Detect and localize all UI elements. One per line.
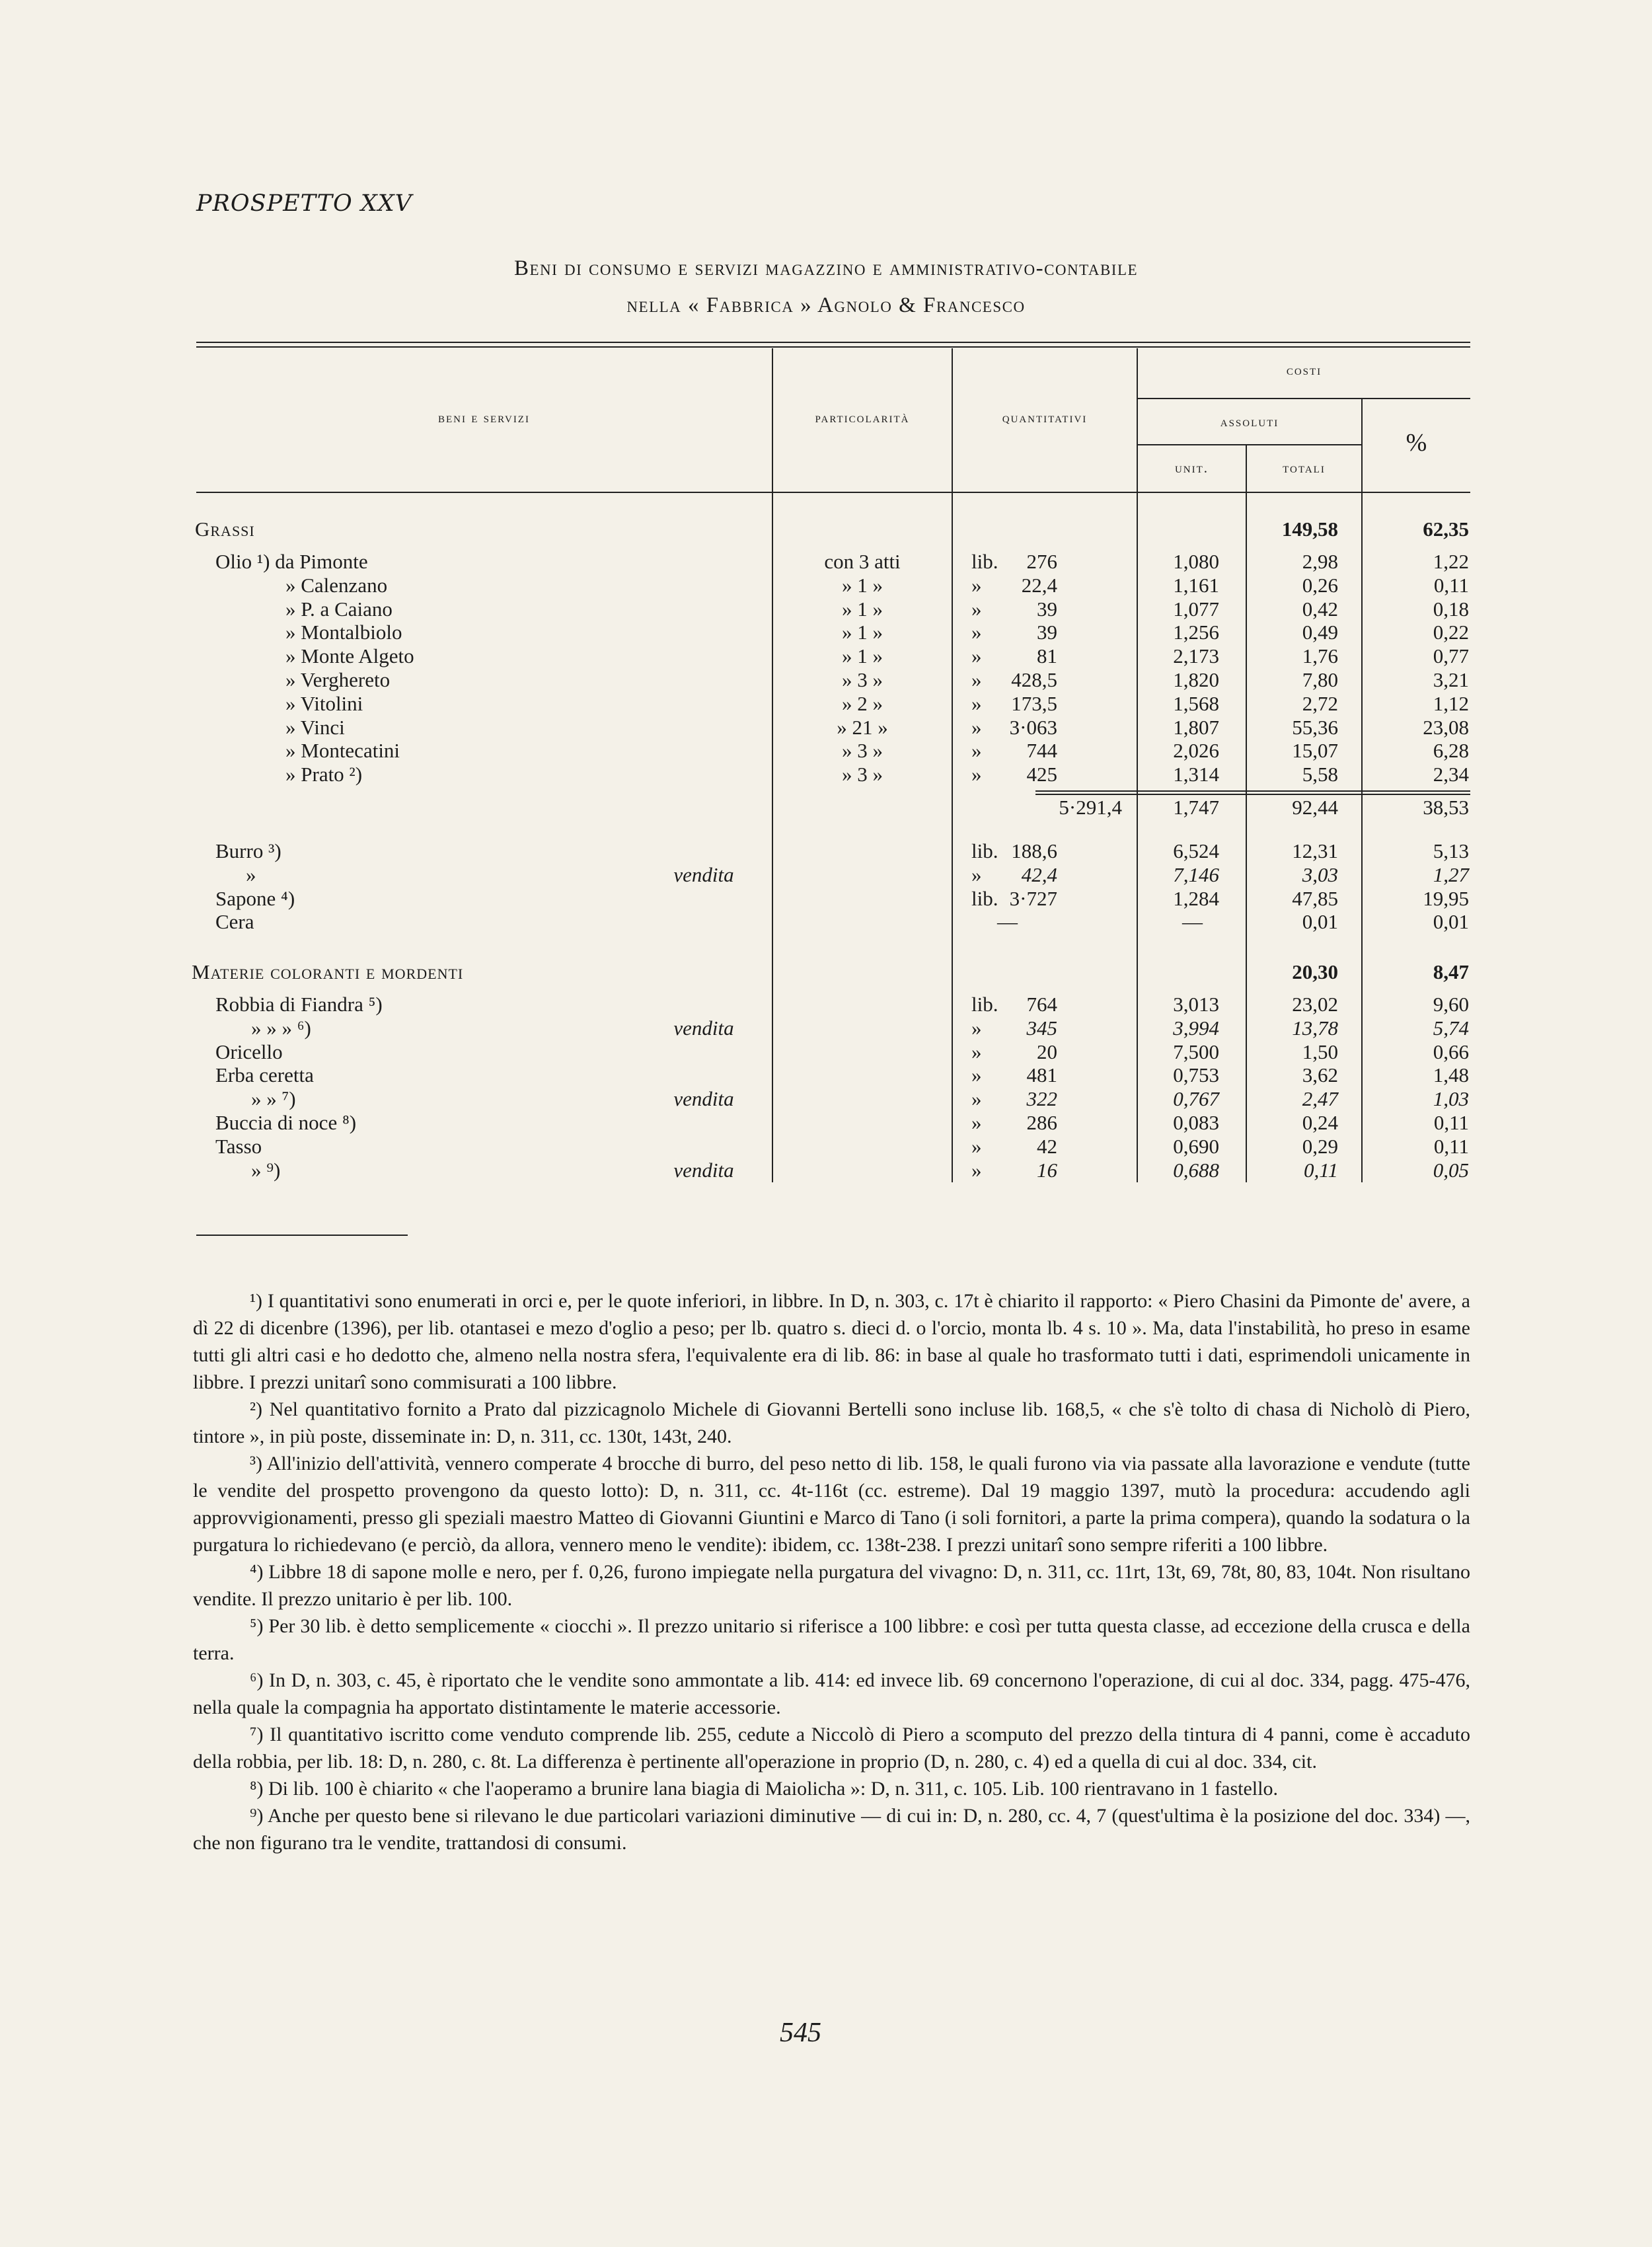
olio-totale-q: 5·291,4 xyxy=(1059,796,1122,819)
row-quantita: 286 xyxy=(1026,1111,1057,1134)
row-unit-measure: » xyxy=(971,1158,982,1182)
row-costo-totale: 2,72 xyxy=(1302,691,1338,715)
row-costo-totale: 7,80 xyxy=(1302,668,1338,691)
row-name: » Montalbiolo xyxy=(285,621,402,644)
row-particolarita: » 3 » xyxy=(842,668,883,691)
row-percent: 2,34 xyxy=(1433,763,1469,786)
olio-totale-tot: 92,44 xyxy=(1292,796,1338,819)
row-name: » ⁹) xyxy=(251,1158,281,1182)
row-percent: 5,74 xyxy=(1433,1016,1469,1040)
row-unit-measure: lib. xyxy=(971,886,998,910)
row-unit-measure: » xyxy=(971,668,982,691)
footnote: ²) Nel quantitativo fornito a Prato dal pizzicagnolo Michele di Giovanni Bertelli sono incluse lib. 168,5, « che s'è tolto di chasa di Nicholò di Piero, tintore », in più poste, disseminate in: D, n. 311, cc. 130t, 143t, 240. xyxy=(193,1398,1470,1447)
page-number: 545 xyxy=(780,2018,821,2048)
row-name: » Prato ²) xyxy=(285,763,363,786)
row-name: » Vinci xyxy=(285,715,345,739)
header-quantitativi: quantitativi xyxy=(1002,410,1088,426)
row-costo-unitario: 7,500 xyxy=(1173,1040,1219,1063)
header-costi: costi xyxy=(1286,362,1322,378)
materie-percent: 8,47 xyxy=(1433,960,1469,983)
row-particolarita: vendita xyxy=(673,1016,734,1040)
olio-subtotal-rule-2 xyxy=(1035,794,1470,795)
row-percent: 0,18 xyxy=(1433,597,1469,621)
row-unit-measure: lib. xyxy=(971,839,998,862)
row-percent: 3,21 xyxy=(1433,668,1469,691)
grassi-totale: 149,58 xyxy=(1281,517,1338,541)
row-costo-totale: 3,62 xyxy=(1302,1063,1338,1087)
row-unit-measure: » xyxy=(971,739,982,763)
row-percent: 0,22 xyxy=(1433,621,1469,644)
row-name: Erba ceretta xyxy=(215,1063,314,1087)
row-unit-measure: » xyxy=(971,1087,982,1111)
row-particolarita: » 21 » xyxy=(837,715,888,739)
row-quantita: 20 xyxy=(1037,1040,1057,1063)
row-name: » Calenzano xyxy=(285,573,388,597)
footnotes xyxy=(193,1287,1470,1856)
table-title xyxy=(198,250,1454,324)
header-beni: beni e servizi xyxy=(438,410,530,426)
row-unit-measure: » xyxy=(971,1134,982,1158)
row-quantita: 276 xyxy=(1026,550,1057,573)
row-costo-totale: 23,02 xyxy=(1292,993,1338,1016)
row-quantita: 322 xyxy=(1026,1087,1057,1111)
row-quantita: 481 xyxy=(1026,1063,1057,1087)
row-percent: 1,12 xyxy=(1433,691,1469,715)
row-name: » » » ⁶) xyxy=(251,1016,311,1040)
olio-totale-unit: 1,747 xyxy=(1173,796,1219,819)
row-costo-unitario: 1,568 xyxy=(1173,691,1219,715)
row-unit-measure: » xyxy=(971,691,982,715)
title-line-1: Beni di consumo e servizi magazzino e amministrativo-contabile xyxy=(513,256,1139,280)
row-quantita: 764 xyxy=(1026,993,1057,1016)
row-costo-unitario: 0,688 xyxy=(1173,1158,1219,1182)
row-costo-unitario: 3,994 xyxy=(1173,1016,1219,1040)
row-costo-unitario: 1,807 xyxy=(1173,715,1219,739)
olio-totale-pct: 38,53 xyxy=(1423,796,1469,819)
row-quantita: 744 xyxy=(1026,739,1057,763)
row-particolarita: » 1 » xyxy=(842,573,883,597)
row-quantita: 173,5 xyxy=(1011,691,1057,715)
row-name: » Monte Algeto xyxy=(285,644,414,668)
row-particolarita: con 3 atti xyxy=(824,550,901,573)
row-percent: 6,28 xyxy=(1433,739,1469,763)
row-costo-unitario: 1,080 xyxy=(1173,550,1219,573)
olio-subtotal-rule xyxy=(1035,790,1470,792)
row-particolarita: » 3 » xyxy=(842,763,883,786)
row-costo-totale: 0,49 xyxy=(1302,621,1338,644)
row-particolarita: » 3 » xyxy=(842,739,883,763)
row-percent: 0,11 xyxy=(1433,573,1469,597)
header-unit: unit. xyxy=(1174,460,1209,476)
row-name: » » ⁷) xyxy=(251,1087,296,1111)
row-particolarita: » 2 » xyxy=(842,691,883,715)
row-costo-unitario: 3,013 xyxy=(1173,993,1219,1016)
row-unit-measure: » xyxy=(971,573,982,597)
row-costo-totale: 15,07 xyxy=(1292,739,1338,763)
row-name: Oricello xyxy=(215,1040,283,1063)
row-unit-measure: » xyxy=(971,763,982,786)
footer-rule xyxy=(196,1235,408,1236)
category-grassi: Grassi xyxy=(195,517,255,541)
row-costo-totale: 47,85 xyxy=(1292,886,1338,910)
row-costo-unitario: 1,256 xyxy=(1173,621,1219,644)
row-unit-measure: lib. xyxy=(971,993,998,1016)
row-costo-totale: 12,31 xyxy=(1292,839,1338,862)
row-costo-unitario: 0,690 xyxy=(1173,1134,1219,1158)
row-costo-totale: 2,47 xyxy=(1302,1087,1338,1111)
row-quantita: 3·727 xyxy=(1009,886,1057,910)
costi-rule xyxy=(1137,398,1470,399)
row-name: Cera xyxy=(215,910,254,934)
row-quantita: 42 xyxy=(1037,1134,1057,1158)
row-quantita: 428,5 xyxy=(1011,668,1057,691)
header-assoluti: assoluti xyxy=(1220,414,1279,430)
row-name: » Verghereto xyxy=(285,668,391,691)
row-costo-unitario: 0,753 xyxy=(1173,1063,1219,1087)
row-quantita: 42,4 xyxy=(1021,862,1057,886)
row-costo-totale: 13,78 xyxy=(1292,1016,1338,1040)
table-top-rule xyxy=(196,342,1470,343)
footnote: ¹) I quantitativi sono enumerati in orci e, per le quote inferiori, in libbre. In D, n. 303, c. 17t è chiarito il rapporto: « Piero Chasini da Pimonte de' avere, a dì 22 di dicenbre (1396), per lib. otantasei e mezo d'oglio a peso; per lb. quatro s. dieci d. o l'orcio, monta lb. 4 s. 10 ». Ma, data l'instabilità, ho preso in esame tutti gli altri casi e ho dedotto che, almeno nella nostra sfera, l'equivalente era di lib. 86: in base al quale ho trasformato tutti i dati, esprimendoli unicamente in libbre. I prezzi unitarî sono commisurati a 100 libbre. xyxy=(193,1290,1470,1393)
row-costo-totale: 55,36 xyxy=(1292,715,1338,739)
row-costo-unitario: 2,026 xyxy=(1173,739,1219,763)
row-costo-totale: 2,98 xyxy=(1302,550,1338,573)
row-percent: 0,66 xyxy=(1433,1040,1469,1063)
row-costo-unitario: 6,524 xyxy=(1173,839,1219,862)
row-name: » xyxy=(246,862,256,886)
row-percent: 19,95 xyxy=(1423,886,1469,910)
row-name: Tasso xyxy=(215,1134,262,1158)
row-name: Buccia di noce ⁸) xyxy=(215,1111,357,1134)
row-costo-unitario: 2,173 xyxy=(1173,644,1219,668)
footnote: ⁶) In D, n. 303, c. 45, è riportato che le vendite sono ammontate a lib. 414: ed invece lib. 69 concernono l'operazione, di cui al doc. 334, pagg. 475-476, nella quale la compagnia ha apportato distintamente le materie accessorie. xyxy=(193,1669,1470,1718)
row-particolarita: » 1 » xyxy=(842,597,883,621)
row-quantita: 425 xyxy=(1026,763,1057,786)
row-unit-measure: » xyxy=(971,862,982,886)
row-unit-measure: » xyxy=(971,1063,982,1087)
materie-totale: 20,30 xyxy=(1292,960,1338,983)
row-costo-unitario: 1,161 xyxy=(1173,573,1219,597)
row-unit-measure: » xyxy=(971,644,982,668)
row-costo-unitario: 1,077 xyxy=(1173,597,1219,621)
row-particolarita: » 1 » xyxy=(842,644,883,668)
row-costo-totale: 5,58 xyxy=(1302,763,1338,786)
row-name: » Montecatini xyxy=(285,739,400,763)
row-name: Sapone ⁴) xyxy=(215,886,295,910)
header-particolarita: particolarità xyxy=(815,410,910,426)
col-rule-2 xyxy=(952,348,953,1182)
assoluti-rule xyxy=(1137,444,1361,445)
row-unit-measure: » xyxy=(971,1111,982,1134)
footnote: ⁸) Di lib. 100 è chiarito « che l'aoperamo a brunire lana biagia di Maiolicha »: D, n. 311, c. 105. Lib. 100 rientravano in 1 fastello. xyxy=(250,1778,1278,1800)
grassi-percent: 62,35 xyxy=(1423,517,1469,541)
row-costo-totale: 3,03 xyxy=(1302,862,1338,886)
row-particolarita: vendita xyxy=(673,1087,734,1111)
row-percent: 1,48 xyxy=(1433,1063,1469,1087)
row-costo-unitario: 0,767 xyxy=(1173,1087,1219,1111)
row-percent: 1,03 xyxy=(1433,1087,1469,1111)
row-costo-totale: 0,01 xyxy=(1302,910,1338,934)
row-quantita: 39 xyxy=(1037,621,1057,644)
row-costo-unitario: 7,146 xyxy=(1173,862,1219,886)
row-unit-measure: » xyxy=(971,597,982,621)
row-costo-totale: 1,76 xyxy=(1302,644,1338,668)
row-percent: 0,11 xyxy=(1433,1111,1469,1134)
row-unit-measure: » xyxy=(971,1016,982,1040)
row-quantita: 81 xyxy=(1037,644,1057,668)
row-unit-measure: lib. xyxy=(971,550,998,573)
row-costo-unitario: 1,314 xyxy=(1173,763,1219,786)
row-name: » P. a Caiano xyxy=(285,597,393,621)
footnote: ⁵) Per 30 lib. è detto semplicemente « ciocchi ». Il prezzo unitario si riferisce a 100 libbre: e così per tutta questa classe, ad eccezione della crusca e della terra. xyxy=(193,1615,1470,1664)
row-percent: 0,01 xyxy=(1433,910,1469,934)
row-particolarita: vendita xyxy=(673,1158,734,1182)
row-costo-unitario: 1,284 xyxy=(1173,886,1219,910)
row-percent: 9,60 xyxy=(1433,993,1469,1016)
row-quantita: 3·063 xyxy=(1009,715,1057,739)
row-name: Burro ³) xyxy=(215,839,282,862)
row-percent: 23,08 xyxy=(1423,715,1469,739)
row-name: Robbia di Fiandra ⁵) xyxy=(215,993,383,1016)
row-quantita: — xyxy=(997,910,1018,934)
table-top-rule-2 xyxy=(196,346,1470,348)
row-name: Olio ¹) da Pimonte xyxy=(215,550,368,573)
footnote: ⁴) Libbre 18 di sapone molle e nero, per f. 0,26, furono impiegate nella purgatura del vivagno: D, n. 311, cc. 11rt, 13t, 69, 78t, 80, 83, 104t. Non risultano vendite. Il prezzo unitario è per lib. 100. xyxy=(193,1561,1470,1610)
row-costo-totale: 1,50 xyxy=(1302,1040,1338,1063)
row-particolarita: vendita xyxy=(673,862,734,886)
category-materie: Materie coloranti e mordenti xyxy=(192,960,464,983)
row-quantita: 16 xyxy=(1037,1158,1057,1182)
row-percent: 0,11 xyxy=(1433,1134,1469,1158)
row-costo-totale: 0,11 xyxy=(1304,1158,1338,1182)
footnote: ³) All'inizio dell'attività, vennero comperate 4 brocche di burro, del peso netto di lib. 158, le quali furono via via passate alla lavorazione e vendute (tutte le vendite del prospetto provengono da questo lotto): D, n. 311, cc. 4t-116t (cc. estreme). Dal 19 maggio 1397, mutò la procedura: accudendo agli approvvigionamenti, presso gli speziali maestro Matteo di Giovanni Giuntini e Marco di Tano (i soli fornitori, a parte la prima compera), quando la sodatura o la purgatura lo richiedevano (e perciò, da allora, vennero meno le vendite): ibidem, cc. 138t-238. I prezzi unitarî sono sempre riferiti a 100 libbre. xyxy=(193,1453,1470,1556)
row-percent: 5,13 xyxy=(1433,839,1469,862)
row-costo-totale: 0,29 xyxy=(1302,1134,1338,1158)
row-costo-totale: 0,26 xyxy=(1302,573,1338,597)
row-costo-unitario: — xyxy=(1182,910,1203,934)
footnote: ⁷) Il quantitativo iscritto come venduto comprende lib. 255, cedute a Niccolò di Piero a scomputo del prezzo della tintura di 4 panni, come è accaduto della robbia, per lib. 18: D, n. 280, c. 8t. La differenza è pertinente all'operazione in proprio (D, n. 280, c. 4) ed a quella di cui al doc. 334, cit. xyxy=(193,1724,1470,1772)
row-quantita: 345 xyxy=(1026,1016,1057,1040)
row-unit-measure: » xyxy=(971,715,982,739)
row-percent: 0,05 xyxy=(1433,1158,1469,1182)
row-percent: 1,22 xyxy=(1433,550,1469,573)
row-name: » Vitolini xyxy=(285,691,363,715)
row-quantita: 22,4 xyxy=(1021,573,1057,597)
row-quantita: 39 xyxy=(1037,597,1057,621)
section-label: PROSPETTO XXV xyxy=(196,190,412,217)
row-particolarita: » 1 » xyxy=(842,621,883,644)
title-line-2: nella « Fabbrica » Agnolo & Francesco xyxy=(626,293,1026,317)
row-unit-measure: » xyxy=(971,1040,982,1063)
row-percent: 1,27 xyxy=(1433,862,1469,886)
header-percent: % xyxy=(1406,429,1427,457)
row-quantita: 188,6 xyxy=(1011,839,1057,862)
col-rule-4 xyxy=(1246,445,1247,1182)
row-percent: 0,77 xyxy=(1433,644,1469,668)
footnote: ⁹) Anche per questo bene si rilevano le due particolari variazioni diminutive — di cui in: D, n. 280, cc. 4, 7 (quest'ultima è la posizione del doc. 334) —, che non figurano tra le vendite, trattandosi di consumi. xyxy=(193,1805,1470,1854)
header-totali: totali xyxy=(1283,460,1326,476)
row-costo-unitario: 1,820 xyxy=(1173,668,1219,691)
header-bottom-rule xyxy=(196,492,1470,493)
row-unit-measure: » xyxy=(971,621,982,644)
row-costo-totale: 0,42 xyxy=(1302,597,1338,621)
row-costo-totale: 0,24 xyxy=(1302,1111,1338,1134)
row-costo-unitario: 0,083 xyxy=(1173,1111,1219,1134)
